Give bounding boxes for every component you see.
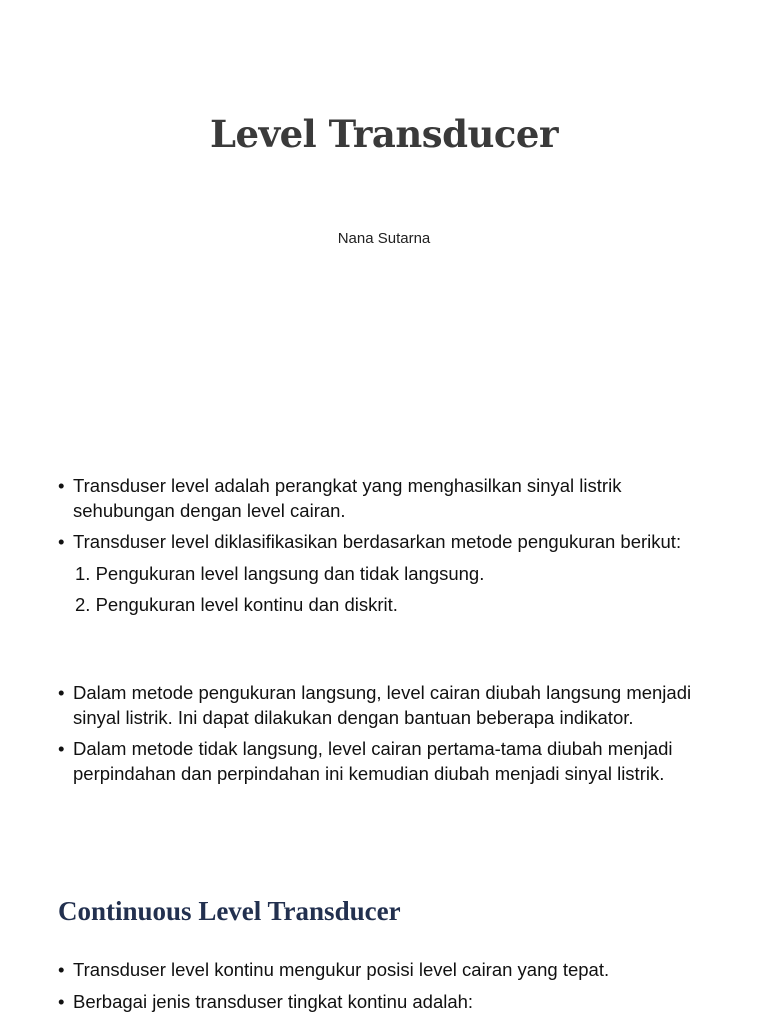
bullet-item [58,530,708,555]
numbered-text: 2. Pengukuran level kontinu dan diskrit. [75,594,398,615]
section-heading: Continuous Level Transducer [58,896,401,926]
numbered-text: 1. Pengukuran level langsung dan tidak langsung. [75,562,485,584]
bullet-list-intro [58,474,708,625]
document-title: Level Transducer [210,112,558,156]
bullet-marker: • [58,959,65,980]
bullet-text: Transduser level diklasifikasikan berdasarkan metode pengukuran berikut: [73,531,682,552]
bullet-text: Berbagai jenis transduser tingkat kontinu adalah: [73,990,474,1012]
numbered-item [58,593,708,618]
bullet-item [58,990,708,1015]
bullet-marker: • [58,531,65,552]
bullet-item [58,958,708,983]
bullet-marker: • [58,990,65,1012]
bullet-item [58,681,708,730]
bullet-text: Dalam metode tidak langsung, level cairan pertama-tama diubah menjadi perpindahan dan perpindahan ini kemudian diubah menjadi sinyal listrik. [73,738,673,784]
bullet-item [58,737,708,786]
bullet-marker: • [58,475,65,496]
bullet-list-continuous [58,958,708,1021]
bullet-text: Dalam metode pengukuran langsung, level cairan diubah langsung menjadi sinyal listrik. Ini dapat dilakukan dengan bantuan beberapa indikator. [73,682,692,728]
numbered-item [58,562,708,587]
bullet-marker: • [58,682,65,703]
author-name: Nana Sutarna [337,230,431,247]
bullet-marker: • [58,738,65,759]
bullet-text: Transduser level kontinu mengukur posisi level cairan yang tepat. [73,959,610,980]
bullet-item [58,474,708,523]
bullet-text: Transduser level adalah perangkat yang menghasilkan sinyal listrik sehubungan dengan level cairan. [73,475,622,521]
bullet-list-methods [58,681,708,793]
